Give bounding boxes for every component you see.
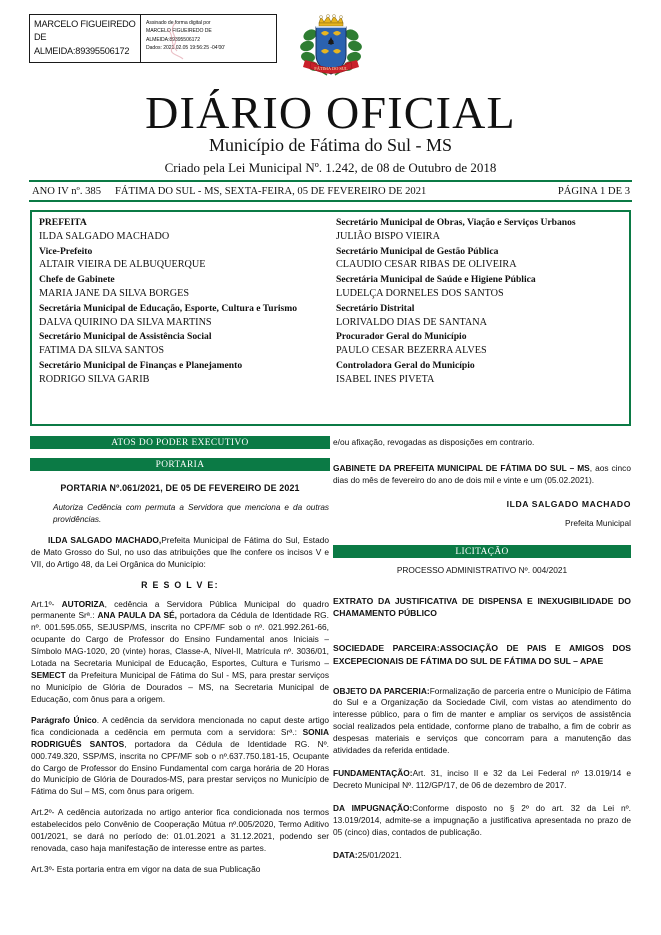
gabinete-text: , aos cinco dias do mês de fevereiro do ano de dois mil e vinte e um (05.02.2021). (333, 462, 631, 485)
coat-of-arms-emblem (297, 13, 365, 91)
data-label: DATA: (333, 849, 358, 860)
portaria-signer-role: Prefeita Municipal (565, 517, 631, 528)
objeto-da-parceria (333, 686, 631, 758)
signature-details (141, 15, 276, 62)
signature-detail-3: ALMEIDA:89395506172 (146, 36, 200, 43)
fundamentacao (333, 768, 631, 792)
official-name: PAULO CESAR BEZERRA ALVES (336, 345, 487, 357)
page-subtitle: Município de Fátima do Sul - MS (209, 135, 452, 155)
edition-place-date: FÁTIMA DO SUL - MS, SEXTA-FEIRA, 05 DE FEVEREIRO DE 2021 (115, 186, 427, 197)
official-name: ISABEL INES PIVETA (336, 373, 435, 385)
art1-semect: SEMECT (31, 670, 66, 681)
digital-signature-stamp (29, 14, 277, 63)
art1-text-2: portadora da Cédula de Identidade RG. nº. 001.595.055, SEJUSP/MS, inscrita no CPF/MF sob o nº. 021.992.261-66, ocupante do Cargo de Professor do Ensino Fundamental anos Iniciais – Símbolo MAG-1020, 20 (vinte) horas, Classe-A, Nível-II, Matrícula nº. 3036/01, Lotada na Secretaria Municipal de Educação, Esportes, Cultura e Turismo – (31, 610, 329, 669)
crown-icon (319, 15, 343, 27)
section-bar-licitacao: LICITAÇÃO (333, 545, 631, 558)
art1-verb: AUTORIZA (61, 598, 105, 609)
article-1 (31, 599, 329, 706)
official-role: Controladora Geral do Município (336, 359, 475, 371)
signer-line-2: DE (34, 32, 47, 43)
impugnacao-label: DA IMPUGNAÇÃO: (333, 802, 413, 813)
masthead-info-row (32, 183, 630, 200)
official-name: DALVA QUIRINO DA SILVA MARTINS (39, 316, 212, 328)
preamble-text: Prefeita Municipal de Fátima do Sul, Estado de Mato Grosso do Sul, no uso das atribuições que lhe confere os incisos V e VII, do Artigo 48, da Lei Orgânica do Município: (31, 534, 329, 569)
paragrafo-text-1: . A cedência da servidora mencionada no caput deste artigo fica condicionada a cedência em permuta com a servidora: Srª.: (31, 714, 329, 737)
official-role: Secretário Municipal de Obras, Viação e Serviços Urbanos (336, 217, 576, 228)
resolve-label: R E S O L V E: (141, 579, 219, 590)
portaria-heading: PORTARIA Nº.061/2021, DE 05 DE FEVEREIRO DE 2021 (60, 483, 300, 493)
signature-detail-4: Dados: 2021.02.05 19:56:25 -04'00' (146, 44, 225, 51)
portaria-ementa: Autoriza Cedência com permuta a Servidora que menciona e da outras providências. (53, 503, 329, 524)
objeto-text: Formalização de parceria entre o Município de Fátima do Sul e a Organização da Sociedade Civil, com vistas ao atendimento do interesse público, para o fim de manter e ampliar os serviços de assistência social realizados pela entidade, conforme plano de trabalho, a fim de cobrir as despesas materiais e serviços que concorram para a manutenção das atividades da referida entidade. (333, 685, 631, 756)
page-title: DIÁRIO OFICIAL (145, 87, 516, 138)
official-name: CLAUDIO CESAR RIBAS DE OLIVEIRA (336, 259, 517, 271)
signer-line-1: MARCELO FIGUEIREDO (34, 19, 136, 29)
portaria-preamble (31, 535, 329, 571)
section-bar-atos-poder-executivo: ATOS DO PODER EXECUTIVO (30, 436, 330, 449)
portaria-signer-name: ILDA SALGADO MACHADO (506, 498, 631, 509)
gabinete-clause (333, 463, 631, 487)
official-role: Chefe de Gabinete (39, 274, 115, 286)
signature-signer-name (30, 15, 140, 62)
svg-text:FÁTIMA DO SUL: FÁTIMA DO SUL (314, 66, 348, 71)
section-bar-portaria: PORTARIA (30, 458, 330, 471)
info-rule-top (29, 180, 632, 182)
impugnacao-text: Conforme disposto no § 2º do art. 32 da Lei nº. 13.019/2014, admite-se a impugnação a justificativa apresentada no prazo de 05 (cinco) dias, contados de publicação. (333, 802, 631, 837)
fundamentacao-text: Art. 31, inciso II e 32 da Lei Federal nº 13.019/14 e Decreto Municipal Nº. 112/GP/17, de 06 de dezembro de 2017. (333, 768, 631, 791)
official-role: Secretário Municipal de Finanças e Planejamento (39, 359, 243, 371)
official-role: PREFEITA (39, 217, 87, 228)
objeto-label: OBJETO DA PARCERIA: (333, 685, 430, 696)
article-2: Art.2º- A cedência autorizada no artigo anterior fica condicionada nos termos estabelecidos pelo Convênio de Cooperação Mútua nº.005/2020, Termo Aditivo 001/2021, se dará no período de: 01.01.2021 a 31.12.2021, podendo ser renovada, caso haja manifestação de interesse entre as partes. (31, 807, 329, 854)
article-3: Art.3º- Esta portaria entra em vigor na data de sua Publicação (31, 863, 261, 874)
preamble-authority: ILDA SALGADO MACHADO, (48, 534, 162, 545)
paragrafo-unico (31, 715, 329, 798)
paragrafo-servant-name: SONIA RODRIGUÊS SANTOS (31, 726, 329, 749)
fundamentacao-label: FUNDAMENTAÇÃO: (333, 768, 413, 779)
signature-detail-2: MARCELO FIGUEIREDO DE (146, 28, 212, 35)
official-role: Procurador Geral do Município (336, 331, 467, 343)
data-publicacao (333, 850, 631, 862)
art1-prefix: Art.1º- (31, 598, 62, 609)
official-role: Vice-Prefeito (39, 245, 93, 257)
art1-servant-name: ANA PAULA DA SÉ, (97, 610, 177, 621)
gabinete-label: GABINETE DA PREFEITA MUNICIPAL DE FÁTIMA DO SUL – MS (333, 462, 590, 473)
signer-line-3: ALMEIDA:89395506172 (34, 45, 130, 56)
signature-detail-1: Assinado de forma digital por (146, 20, 211, 26)
official-role: Secretária Municipal de Saúde e Higiene Pública (336, 274, 536, 286)
processo-administrativo: PROCESSO ADMINISTRATIVO Nº. 004/2021 (396, 564, 568, 575)
official-name: LUDELÇA DORNELES DOS SANTOS (336, 288, 504, 299)
paragrafo-label: Parágrafo Único (31, 714, 97, 725)
officials-box (30, 210, 631, 426)
official-role: Secretário Distrital (336, 302, 415, 314)
official-name: ILDA SALGADO MACHADO (39, 230, 170, 242)
officials-column-right (329, 212, 629, 424)
created-by-law: Criado pela Lei Municipal Nº. 1.242, de 08 de Outubro de 2018 (164, 160, 497, 175)
art1-text-3: da Prefeitura Municipal de Fátima do Sul - MS, para prestar serviços no Município de Glória de Dourados – MS, na Secretaria Municipal de Educação, com ônus para a origem. (31, 670, 329, 704)
info-rule-bottom (29, 200, 632, 202)
art1-text-1: , cedência a Servidora Pública Municipal do quadro permanente Srª.: (31, 598, 329, 621)
official-name: LORIVALDO DIAS DE SANTANA (336, 316, 487, 328)
official-name: FATIMA DA SILVA SANTOS (39, 345, 165, 357)
da-impugnacao (333, 803, 631, 839)
official-name: MARIA JANE DA SILVA BORGES (39, 288, 190, 299)
official-name: RODRIGO SILVA GARIB (39, 373, 150, 385)
data-value: 25/01/2021. (357, 849, 402, 860)
edition-number: ANO IV nº. 385 (32, 186, 102, 197)
column-right (333, 437, 631, 871)
page-indicator: PÁGINA 1 DE 3 (557, 186, 630, 197)
extrato-title: EXTRATO DA JUSTIFICATIVA DE DISPENSA E INEXUGIBILIDADE DO CHAMAMENTO PÚBLICO (333, 595, 631, 619)
official-name: ALTAIR VIEIRA DE ALBUQUERQUE (39, 259, 206, 271)
officials-column-left (32, 212, 329, 424)
article-3-continuation: e/ou afixação, revogadas as disposições em contrario. (333, 437, 535, 447)
paragrafo-text-2: , portadora da Cédula de Identidade RG. Nº. 000.749.320, SSP/MS, inscrita no CPF/MF sob o nº.637.750.181-15, Ocupante do Cargo de Professor do Ensino Fundamental com carga horária de 20 Horas do Município de Glória de Dourados-MS, para prestar serviços no Município de Fátima do Sul – MS, com ônus para origem. (31, 738, 330, 797)
sociedade-parceira-title: SOCIEDADE PARCEIRA:ASSOCIAÇÃO DE PAIS E AMIGOS DOS EXCEPECIONAIS DE FÁTIMA DO SUL DE FÁTIMA DO SUL – APAE (333, 643, 631, 666)
official-role: Secretária Municipal de Educação, Esporte, Cultura e Turismo (39, 302, 298, 314)
official-role: Secretário Municipal de Assistência Social (39, 331, 212, 343)
official-role: Secretário Municipal de Gestão Pública (336, 245, 499, 257)
column-left (31, 483, 329, 885)
official-name: JULIÃO BISPO VIEIRA (336, 230, 440, 242)
